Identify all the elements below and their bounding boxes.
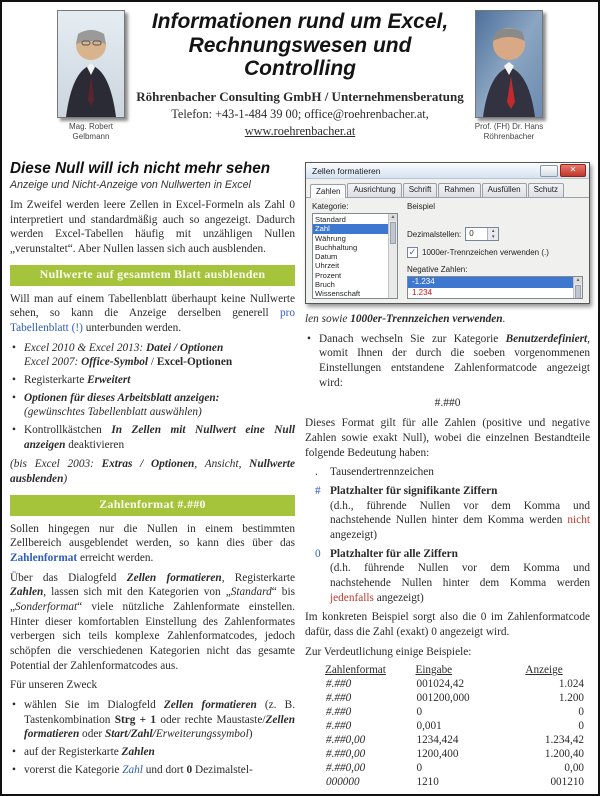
text-segment: erreicht werden. — [77, 552, 154, 565]
text-segment: angezeigt) — [373, 591, 424, 604]
definition-text — [330, 484, 590, 543]
link-zahl[interactable]: Zahl — [122, 763, 143, 776]
text-segment: Optionen für dieses Arbeitsblatt anzeigen: — [24, 391, 220, 404]
dialog-tabstrip — [306, 179, 589, 198]
dialog-help-button[interactable] — [540, 165, 558, 177]
author-photo-left-block — [56, 10, 126, 142]
text-segment: ) — [63, 473, 68, 486]
text-segment: wählen Sie im Dialogfeld — [24, 699, 164, 712]
paragraph-purpose: Für unseren Zweck — [10, 679, 98, 692]
text-segment: Über das Dialogfeld — [10, 571, 127, 584]
paragraph-format-meaning: Dieses Format gilt für alle Zahlen (positive und negative Zahlen sowie exakt Null), wobei die einzelnen Bestandteile folgende Bedeutung haben: — [305, 417, 590, 459]
category-listbox[interactable] — [312, 213, 398, 299]
steps-list-format — [10, 698, 295, 777]
table-row — [325, 705, 590, 719]
category-label: Kategorie: — [312, 202, 349, 211]
note-excel-2003 — [10, 457, 295, 486]
article-subtitle: Anzeige und Nicht-Anzeige von Nullwerten in Excel — [10, 179, 251, 191]
text-segment: Zellen formatieren — [24, 713, 295, 741]
table-row — [325, 719, 590, 733]
text-segment: vorerst die Kategorie — [24, 763, 123, 776]
list-item — [10, 763, 295, 778]
definition-thousands — [315, 465, 590, 480]
list-item — [10, 745, 295, 760]
text-segment: “ viele nützliche Zahlenformate einstellen. Hinter dieser komfortablen Einstellung des Zahlenformates verbergen sich teils komplexe Zahlenformatcodes, jedoch schöpfen die verschiedenen Kategorien nicht das gesamte Potential der Zahlenformatcodes aus. — [10, 601, 295, 672]
left-column — [10, 160, 295, 796]
table-row — [325, 733, 590, 747]
thousands-checkbox[interactable]: ✓ — [408, 247, 417, 257]
text-segment: oder — [79, 728, 105, 741]
text-segment: Excel 2010 & Excel 2013: — [24, 341, 147, 354]
definition-hash — [315, 484, 590, 543]
company-name: Röhrenbacher Consulting GmbH / Unternehmensberatung — [136, 88, 464, 104]
col-header-zahlenformat: Zahlenformat — [325, 664, 386, 677]
category-item[interactable]: Buchhaltung — [315, 242, 358, 252]
scroll-up-icon[interactable]: ▲ — [390, 214, 396, 220]
definition-marker: 0 — [315, 547, 321, 560]
cell-format: #.##0 — [326, 706, 352, 719]
list-item — [10, 373, 295, 388]
text-segment: Zellen formatieren — [163, 699, 257, 712]
text-segment: (d.h., führende Nullen vor dem Komma und nachstehende Nullen hinter dem Komma werden — [330, 499, 590, 527]
text-segment: In Zellen mit Nullwert eine Null anzeigen — [24, 424, 295, 451]
list-item — [10, 391, 295, 420]
cell-input: 1210 — [416, 776, 439, 789]
right-column — [305, 160, 590, 796]
cell-input: 001200,000 — [416, 692, 470, 705]
definition-text — [330, 547, 590, 606]
photo-robert-gelbmann — [57, 10, 125, 118]
tab-ausrichtung[interactable]: Ausrichtung — [347, 183, 401, 197]
dialog-body — [306, 198, 589, 299]
dialog-title: Zellen formatieren — [312, 165, 381, 176]
text-segment: deaktivieren — [65, 438, 125, 451]
cell-input: 0 — [416, 706, 423, 719]
caption-left — [56, 122, 126, 142]
category-scrollbar[interactable] — [388, 214, 397, 298]
text-segment: “ bis „ — [10, 586, 295, 614]
portrait-left-image — [58, 11, 124, 117]
title-line-1: Informationen rund um Excel, — [151, 10, 449, 33]
table-row — [325, 677, 590, 691]
cell-format: #.##0 — [326, 678, 352, 691]
dialog-titlebar[interactable] — [306, 163, 589, 179]
decimals-value: 0 — [469, 229, 474, 238]
text-segment: Platzhalter für signifikante Ziffern — [330, 485, 498, 498]
text-segment: Zahlen — [121, 746, 155, 759]
tab-schutz[interactable]: Schutz — [528, 183, 564, 197]
tab-schrift[interactable]: Schrift — [403, 183, 438, 197]
text-segment: Dezimalstel- — [192, 763, 253, 776]
text-segment: Benutzerdefiniert — [505, 332, 588, 345]
list-item — [10, 698, 295, 742]
text-segment: nicht — [567, 514, 590, 527]
decimals-label: Dezimalstellen: — [407, 229, 462, 239]
text-segment: oder rechte Maustaste/ — [156, 713, 266, 726]
steps-list-hide-zeros — [10, 341, 295, 453]
list-item — [305, 332, 590, 391]
cell-display: 1.200,40 — [544, 748, 584, 761]
table-header-row — [325, 664, 590, 677]
cell-input: 1200,400 — [416, 748, 459, 761]
text-segment: , lassen sich mit den Kategorien von „ — [43, 586, 231, 599]
negative-list-scrollbar[interactable] — [573, 277, 582, 298]
caption-left-line1: Mag. Robert — [68, 122, 114, 131]
list-item — [10, 423, 295, 452]
text-segment: Excel 2007: — [24, 356, 82, 369]
intro-paragraph: Im Zweifel werden leere Zellen in Excel-Formeln als Zahl 0 interpretiert und standardmäßig auch so angezeigt. Dadurch werden Excel-Tabellen häufig mit unzähligen Nullen „verunstaltet“. Aber Nullen lassen sich auch ausblenden. — [10, 199, 295, 256]
text-segment: Start/Zahl/ — [104, 728, 156, 741]
title-block — [135, 8, 465, 140]
definition-marker: . — [315, 466, 318, 479]
cell-format: #.##0,00 — [326, 748, 366, 761]
caption-right — [474, 122, 544, 142]
thousands-separator-row — [407, 247, 583, 258]
text-segment: Sonderformat — [15, 601, 78, 614]
photo-hans-roehrenbacher — [475, 10, 543, 118]
caption-left-line2: Gelbmann — [72, 132, 110, 141]
scroll-thumb[interactable] — [390, 222, 396, 244]
example-label: Beispiel — [407, 202, 436, 211]
text-segment: Datei / Optionen — [146, 341, 224, 354]
category-item-selected[interactable]: Zahl — [313, 224, 397, 233]
text-segment: Erweitert — [87, 374, 131, 387]
table-row — [325, 775, 590, 789]
text-segment: Standard — [230, 586, 272, 599]
table-row — [325, 691, 590, 705]
text-segment: Will man auf einem Tabellenblatt überhaupt keine Nullwerte sehen, so kann die Anzeige derselben generell — [10, 292, 295, 320]
paragraph-concrete-example: Im konkreten Beispiel sorgt also die 0 im Zahlenformatcode dafür, dass die Zahl (exakt) 0 angezeigt wird. — [305, 611, 590, 639]
scroll-thumb[interactable] — [575, 285, 581, 299]
text-segment: , womit Ihnen der durch die soeben vorgenommenen Einstellungen entstandene Zahlenformatcode angezeigt wird: — [319, 332, 590, 389]
text-segment: auf der Registerkarte — [24, 746, 122, 759]
format-code: #.##0 — [434, 397, 461, 410]
category-item[interactable] — [313, 298, 397, 299]
table-row — [325, 747, 590, 761]
negative-option-selected[interactable]: -1.234 — [408, 277, 582, 288]
cell-display: 0,00 — [564, 762, 584, 775]
cell-input: 0 — [416, 762, 423, 775]
negative-numbers-label: Negative Zahlen: — [407, 265, 468, 274]
text-segment: Danach wechseln Sie zur Kategorie — [319, 332, 506, 345]
link-zahlenformat[interactable]: Zahlenformat — [10, 552, 78, 565]
text-segment: 1000er-Trennzeichen verwenden — [350, 313, 503, 325]
text-segment: Zellen formatieren — [126, 571, 222, 584]
text-segment: Nullwerte ausblenden — [10, 458, 295, 486]
negative-numbers-listbox[interactable] — [407, 276, 583, 299]
author-photo-right-block — [474, 10, 544, 142]
text-segment: ) — [248, 728, 253, 741]
section-banner-hide-all-zeros: Nullwerte auf gesamtem Blatt ausblenden — [10, 265, 295, 286]
text-segment: (bis Excel 2003: — [10, 458, 102, 471]
tab-rahmen[interactable]: Rahmen — [438, 183, 480, 197]
cell-display: 1.234,42 — [544, 734, 584, 747]
content-columns — [10, 160, 590, 796]
cell-display: 0 — [578, 706, 584, 719]
text-segment: Extras / Optionen — [101, 458, 195, 471]
col-header-eingabe: Eingabe — [415, 664, 453, 677]
text-segment: . — [502, 313, 506, 325]
number-options-panel — [407, 202, 583, 299]
contact-line: Telefon: +43-1-484 39 00; office@roehrenbacher.at, — [171, 106, 429, 121]
title-line-2: Rechnungswesen und — [188, 33, 412, 57]
portrait-right-image — [476, 11, 542, 117]
category-panel — [312, 202, 398, 299]
text-segment: Strg + 1 — [114, 713, 157, 726]
text-segment: Erweiterungssymbol — [155, 728, 249, 741]
category-item[interactable]: Wissenschaft — [315, 289, 361, 298]
paragraph-examples-intro: Zur Verdeutlichung einige Beispiele: — [305, 645, 472, 658]
text-segment: jedenfalls — [330, 591, 374, 604]
text-segment: / — [148, 356, 157, 369]
continuation-line — [305, 312, 590, 327]
category-item[interactable]: Bruch — [315, 279, 335, 289]
cell-input: 1234,424 — [416, 734, 459, 747]
text-segment: Excel-Optionen — [156, 356, 233, 369]
title-line-3: Controlling — [244, 57, 356, 81]
website-link[interactable]: www.roehrenbacher.at — [244, 123, 356, 138]
newsletter-title — [135, 8, 465, 81]
text-segment: len sowie — [305, 313, 351, 325]
paragraph-sheet-wide — [10, 292, 295, 336]
text-segment: Sollen hingegen nur die Nullen in einem bestimmten Zellbereich ausgeblendet werden, so kann dies über das — [10, 522, 295, 550]
link-pro-tabellenblatt[interactable]: pro Tabellenblatt (!) — [10, 307, 295, 335]
category-item[interactable]: Standard — [315, 215, 346, 224]
cell-display: 0 — [578, 720, 584, 733]
definition-zero — [315, 547, 590, 606]
table-row — [325, 761, 590, 775]
text-segment: und dort — [142, 763, 187, 776]
list-item — [10, 341, 295, 370]
article-title: Diese Null will ich nicht mehr sehen — [10, 160, 271, 177]
text-segment: , Ansicht, — [194, 458, 250, 471]
thousands-checkbox-label: 1000er-Trennzeichen verwenden (.) — [422, 248, 549, 257]
decimals-stepper[interactable] — [465, 227, 499, 241]
dialog-close-button[interactable]: ✕ — [560, 164, 586, 177]
cell-format: #.##0,00 — [326, 762, 366, 775]
category-item[interactable]: Währung — [315, 233, 346, 243]
definition-marker: # — [315, 485, 321, 498]
cell-display: 1.200 — [558, 692, 584, 705]
text-segment: angezeigt) — [330, 529, 378, 542]
text-segment: (gewünschtes Tabellenblatt auswählen) — [24, 406, 202, 419]
cell-format: #.##0 — [326, 692, 352, 705]
section-banner-number-format: Zahlenformat #.##0 — [10, 495, 295, 516]
cell-format: #.##0,00 — [326, 734, 366, 747]
scroll-up-icon[interactable]: ▲ — [575, 277, 581, 283]
category-item[interactable]: Datum — [315, 252, 338, 261]
decimals-row — [407, 227, 583, 241]
header — [10, 8, 590, 158]
negative-option[interactable]: 1.234 — [412, 287, 433, 297]
custom-category-step — [305, 332, 590, 391]
stepper-down-icon[interactable]: ▼ — [491, 234, 496, 239]
caption-right-line1: Prof. (FH) Dr. Hans — [474, 122, 544, 131]
cell-display: 001210 — [550, 776, 584, 789]
text-segment: Platzhalter für alle Ziffern — [330, 547, 458, 560]
text-segment: Zahlen — [10, 586, 44, 599]
paragraph-format-dialog — [10, 571, 295, 674]
cell-input: 0,001 — [416, 720, 442, 733]
text-segment: Registerkarte — [24, 374, 88, 387]
excel-format-cells-dialog — [305, 162, 590, 304]
text-segment: (d.h. führende Nullen vor dem Komma und nachstehende Nullen hinter dem Komma werden — [330, 562, 590, 590]
category-item[interactable]: Uhrzeit — [315, 261, 340, 271]
cell-format: #.##0 — [326, 720, 352, 733]
caption-right-line2: Röhrenbacher — [483, 132, 535, 141]
text-segment: 0 — [186, 763, 193, 776]
examples-table — [325, 664, 590, 789]
definition-text: Tausendertrennzeichen — [330, 466, 434, 479]
text-segment: , Registerkarte — [221, 571, 295, 584]
text-segment: (z. B. Tastenkombination — [24, 699, 296, 726]
text-segment: unterbunden werden. — [82, 322, 182, 335]
tab-ausfuellen[interactable]: Ausfüllen — [482, 183, 527, 197]
tab-zahlen[interactable]: Zahlen — [310, 184, 346, 198]
text-segment: Kontrollkästchen — [24, 424, 112, 437]
text-segment: Office-Symbol — [81, 356, 149, 369]
col-header-anzeige: Anzeige — [525, 664, 563, 677]
paragraph-range-zeros — [10, 522, 295, 566]
stepper-up-icon[interactable]: ▲ — [491, 228, 496, 233]
category-item[interactable]: Prozent — [315, 270, 342, 280]
cell-display: 1.024 — [558, 678, 584, 691]
cell-input: 001024,42 — [416, 678, 465, 691]
cell-format: 000000 — [326, 776, 360, 789]
